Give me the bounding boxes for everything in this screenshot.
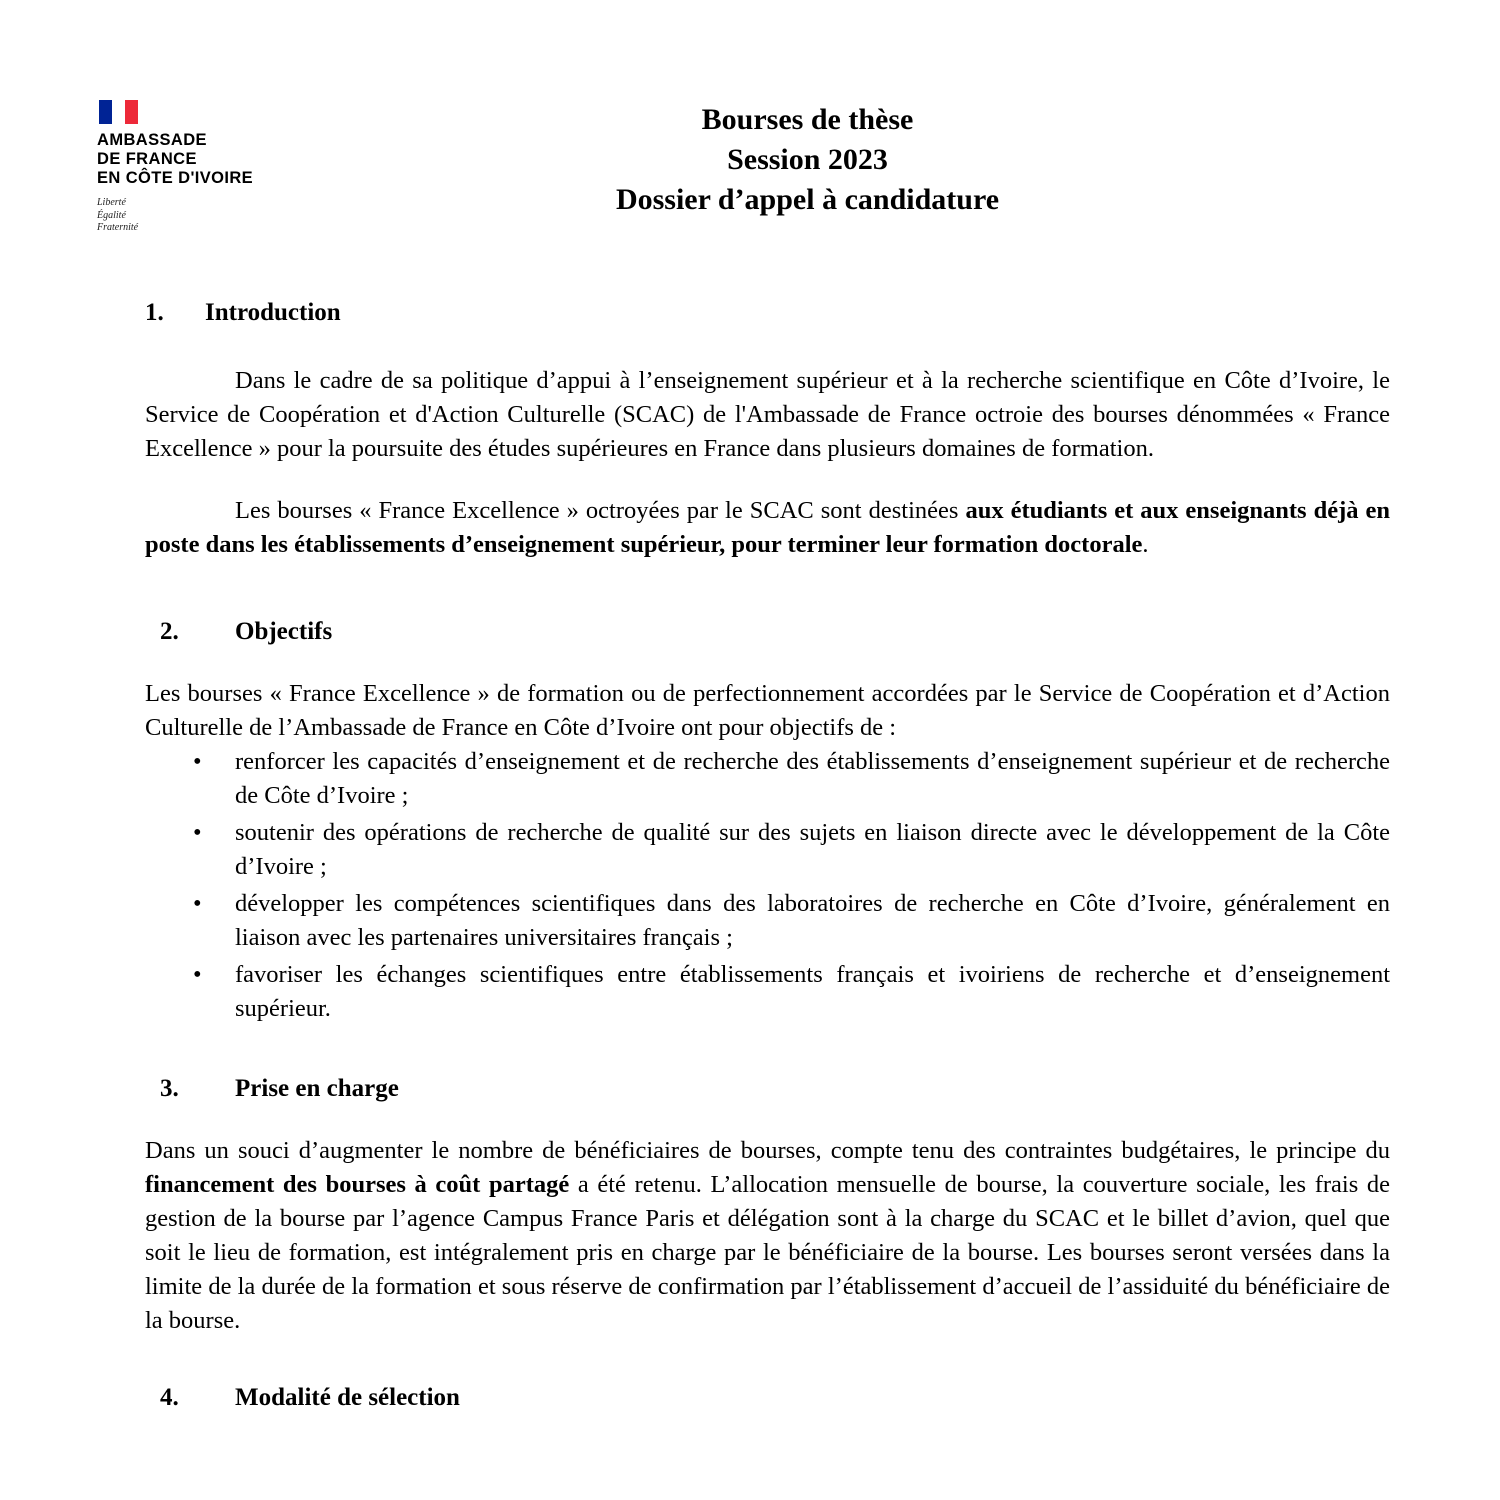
section-heading-introduction	[145, 298, 1390, 328]
french-flag-icon	[99, 100, 138, 124]
motto-liberte: Liberté	[97, 197, 126, 208]
text-run: Les bourses « France Excellence » octroyées par le SCAC sont destinées	[235, 497, 966, 524]
text-run-bold: financement des bourses à coût partagé	[145, 1171, 570, 1198]
text-run: Dans le cadre de sa politique d’appui à l’enseignement supérieur et à la recherche scientifique en Côte d’Ivoire, le Service de Coopération et d'Action Culturelle (SCAC) de l'Ambassade de France octroie des bourses dénommées « France Excellence » pour la poursuite des études supérieures en France dans plusieurs domaines de formation.	[145, 367, 1390, 462]
text-run: .	[1142, 531, 1149, 558]
intro-paragraph-2	[145, 494, 1390, 562]
section-number: 1.	[145, 299, 164, 326]
embassy-name-line1: AMBASSADE	[97, 131, 207, 149]
section-title: Objectifs	[235, 618, 333, 645]
prise-en-charge-paragraph	[145, 1134, 1390, 1338]
section-number: 2.	[160, 618, 179, 645]
intro-paragraph-1	[145, 364, 1390, 466]
section-number: 4.	[160, 1384, 179, 1411]
republic-motto	[97, 197, 317, 235]
objectifs-intro-paragraph	[145, 677, 1390, 745]
text-run: Dans un souci d’augmenter le nombre de bénéficiaires de bourses, compte tenu des contraintes budgétaires, le principe du	[145, 1137, 1390, 1164]
embassy-name-line3: EN CÔTE D'IVOIRE	[97, 169, 254, 187]
title-line2: Session 2023	[727, 143, 888, 176]
text-run: Les bourses « France Excellence » de formation ou de perfectionnement accordées par le Service de Coopération et d’Action Culturelle de l’Ambassade de France en Côte d’Ivoire ont pour objectifs de :	[145, 680, 1390, 741]
section-title: Prise en charge	[235, 1075, 399, 1102]
text-run: a été retenu. L’allocation mensuelle de bourse, la couverture sociale, les frais de gestion de la bourse par l’agence Campus France Paris et délégation sont à la charge du SCAC et le billet d’avion, quel que soit le lieu de formation, est intégralement pris en charge par le bénéficiaire de la bourse. Les bourses seront versées dans la limite de la durée de la formation et sous réserve de confirmation par l’établissement d’accueil de l’assiduité du bénéficiaire de la bourse.	[145, 1171, 1391, 1334]
title-line3: Dossier d’appel à candidature	[615, 183, 1000, 216]
objectifs-bullet-list	[145, 745, 1390, 1026]
embassy-name	[97, 131, 317, 188]
section-heading-prise-en-charge	[145, 1074, 1390, 1104]
list-item: • développer les compétences scientifiques dans des laboratoires de recherche en Côte d’Ivoire, généralement en liaison avec les partenaires universitaires français ;	[235, 887, 1390, 955]
motto-fraternite: Fraternité	[97, 222, 139, 233]
section-heading-objectifs	[145, 617, 1390, 647]
embassy-logo	[97, 100, 317, 235]
flag-red-band	[125, 100, 138, 124]
section-heading-modalite-selection	[145, 1383, 1390, 1413]
motto-egalite: Égalité	[97, 209, 126, 221]
flag-white-band	[112, 100, 125, 124]
section-number: 3.	[160, 1075, 179, 1102]
list-item: • renforcer les capacités d’enseignement et de recherche des établissements d’enseignement supérieur et de recherche de Côte d’Ivoire ;	[235, 745, 1390, 813]
section-title: Modalité de sélection	[235, 1384, 460, 1411]
document-title	[145, 100, 1390, 220]
list-item: • favoriser les échanges scientifiques entre établissements français et ivoiriens de recherche et d’enseignement supérieur.	[235, 958, 1390, 1026]
list-item: • soutenir des opérations de recherche de qualité sur des sujets en liaison directe avec le développement de la Côte d’Ivoire ;	[235, 816, 1390, 884]
text-run-bold: aux étudiants et aux enseignants déjà en poste dans les établissements d’enseignement supérieur, pour terminer leur formation doctorale	[145, 497, 1391, 558]
section-title: Introduction	[205, 299, 341, 326]
embassy-name-line2: DE FRANCE	[97, 150, 197, 168]
flag-blue-band	[99, 100, 112, 124]
title-line1: Bourses de thèse	[701, 103, 914, 136]
